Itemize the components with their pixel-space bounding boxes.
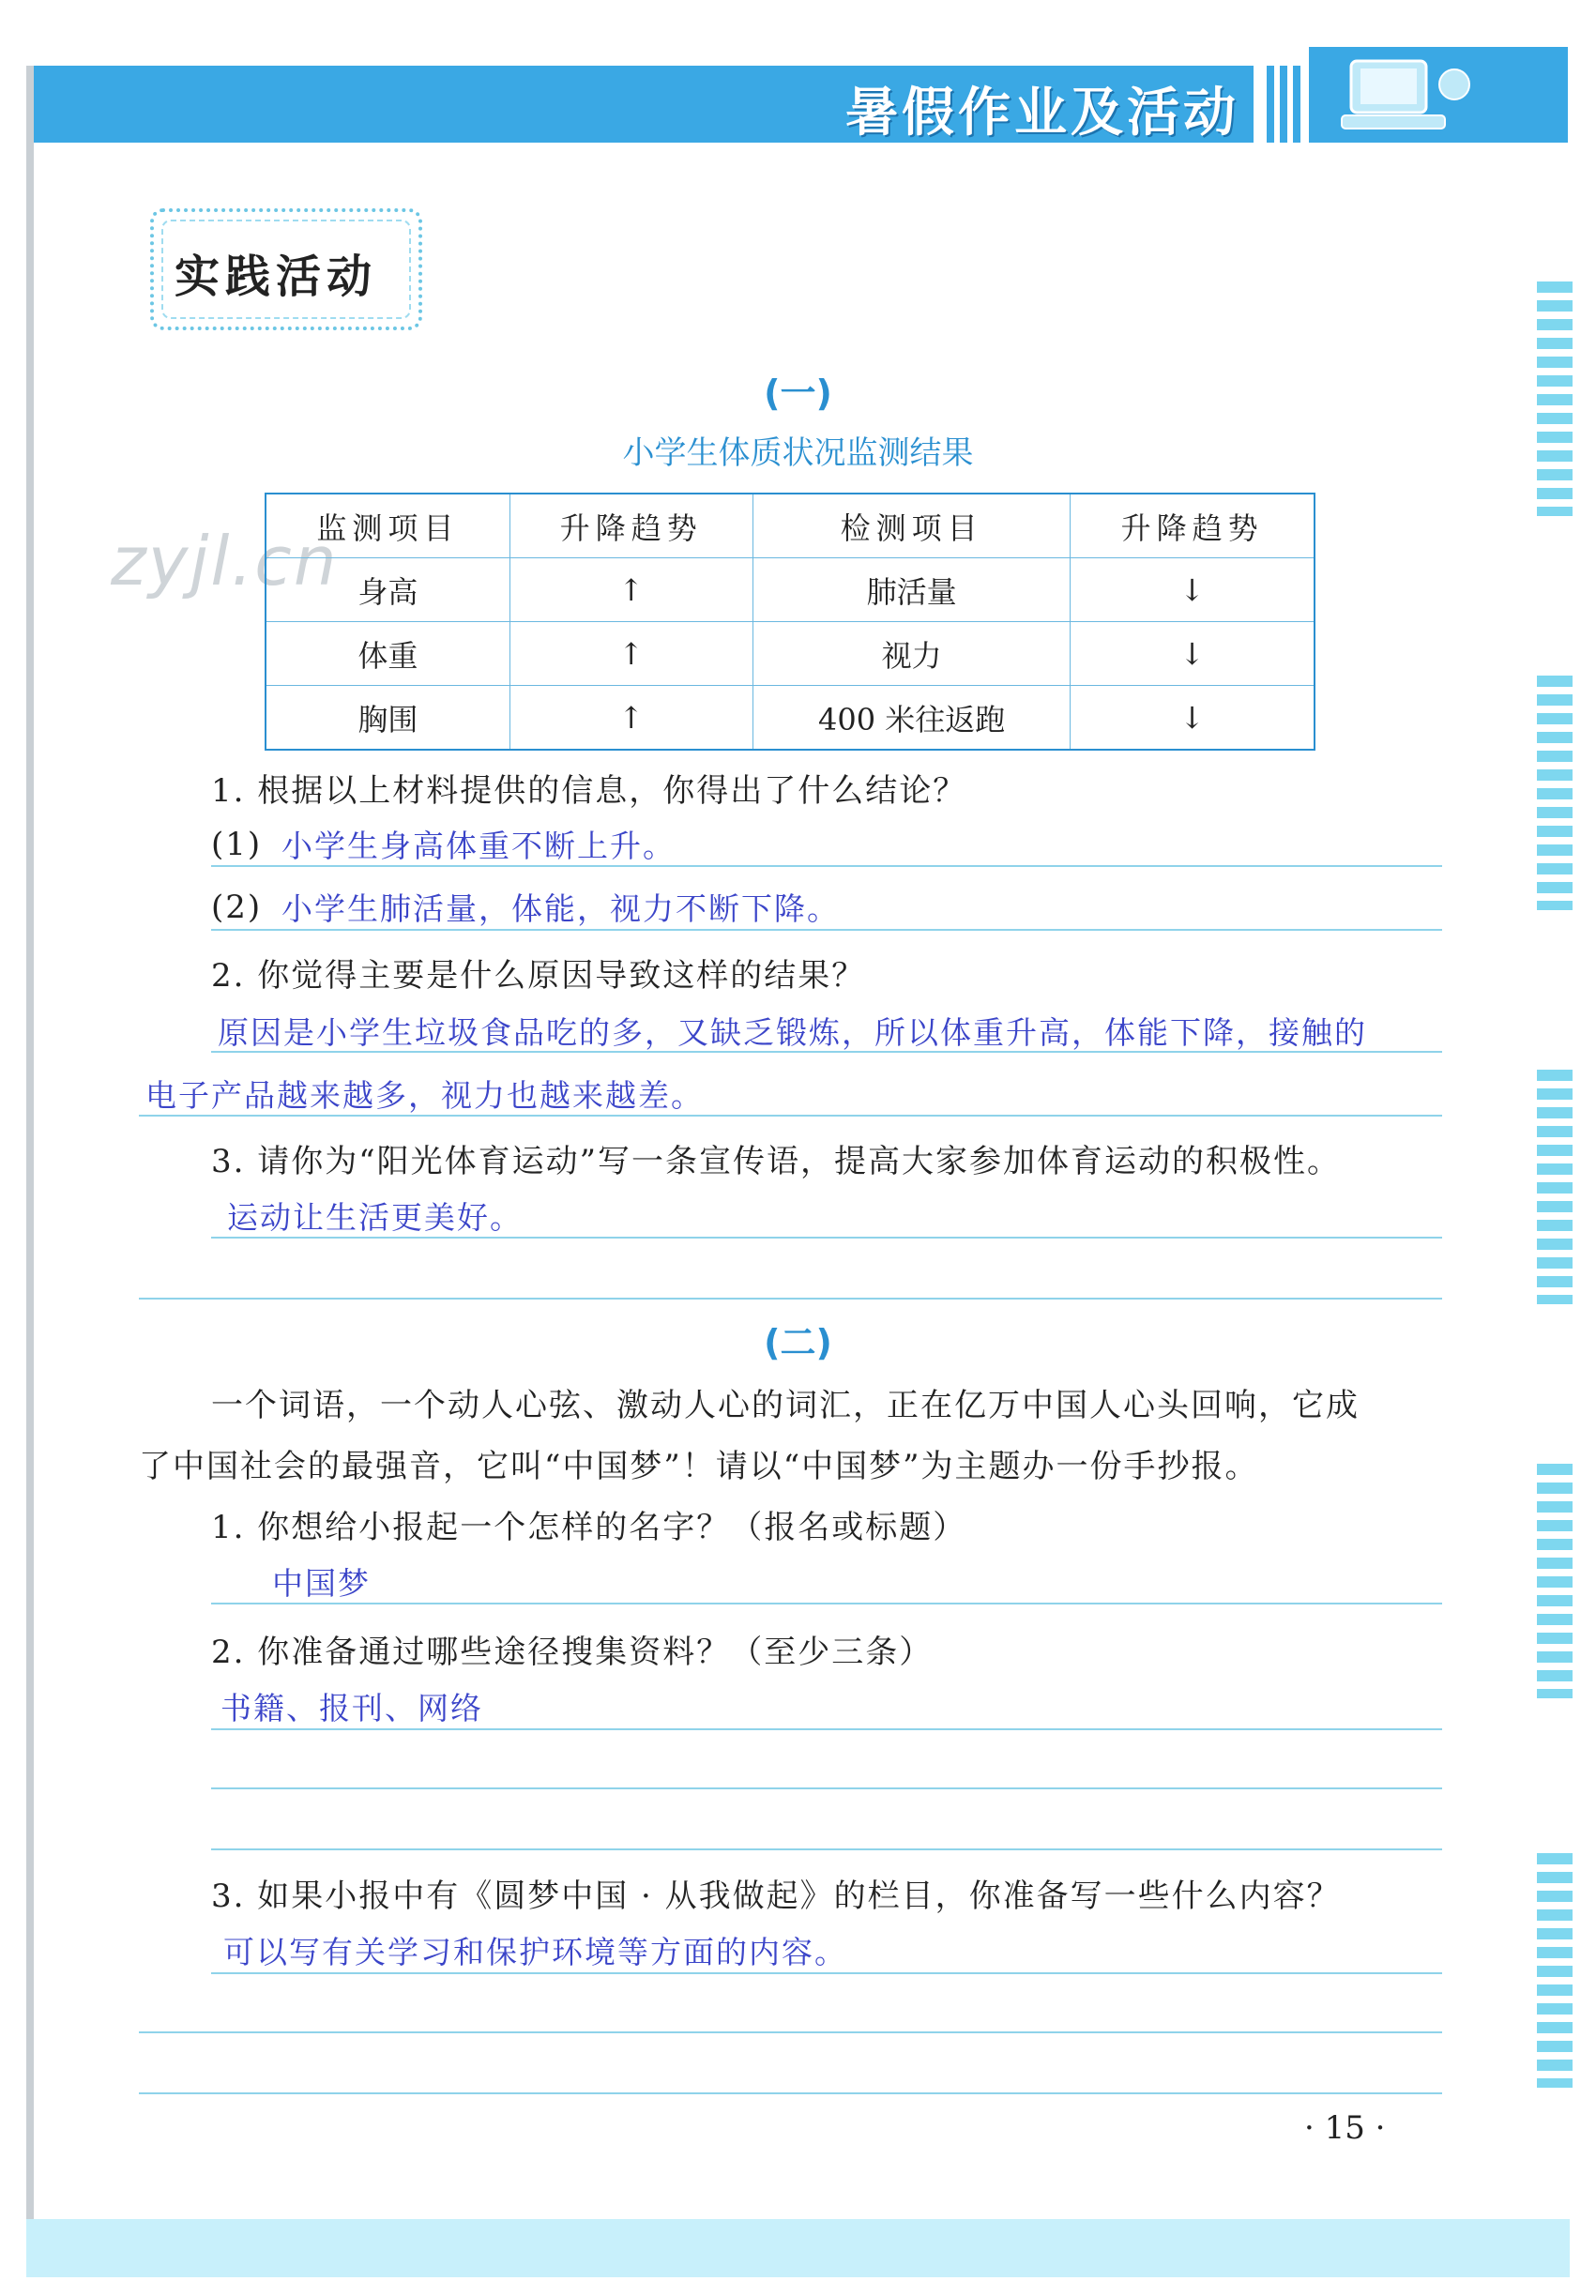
question-1: 1. 根据以上材料提供的信息，你得出了什么结论？ (211, 772, 967, 810)
watermark: zyjl.cn (111, 522, 339, 601)
section-number: (二) (764, 1322, 832, 1363)
sub-label-2: (2) (211, 889, 263, 926)
trend-arrow-cell: ↓ (1071, 686, 1315, 751)
answer-line (211, 1787, 1442, 1789)
results-table (265, 493, 1315, 751)
side-tab-decoration (1537, 676, 1573, 910)
answer-2-line1: 原因是小学生垃圾食品吃的多，又缺乏锻炼，所以体重升高，体能下降，接触的 (218, 1014, 1367, 1051)
answer-line (211, 929, 1442, 931)
trend-arrow-cell: ↓ (1071, 622, 1315, 686)
answer-3: 运动让生活更美好。 (227, 1199, 523, 1236)
question-6: 3. 如果小报中有《圆梦中国 · 从我做起》的栏目，你准备写一些什么内容？ (211, 1878, 1341, 1915)
trend-arrow-cell: ↓ (1071, 558, 1315, 622)
answer-line (211, 1972, 1442, 1974)
page-number: · 15 · (1304, 2109, 1386, 2147)
table-header-cell: 升降趋势 (509, 494, 752, 558)
section-number: (一) (764, 373, 832, 414)
answer-6: 可以写有关学习和保护环境等方面的内容。 (223, 1934, 847, 1970)
side-tab-decoration (1537, 1853, 1573, 2088)
sub-label-1: (1) (211, 826, 263, 863)
answer-line (139, 1115, 1442, 1117)
table-cell: 肺活量 (752, 558, 1070, 622)
trend-arrow-cell: ↑ (509, 686, 752, 751)
intro-line-1: 一个词语，一个动人心弦、激动人心的词汇，正在亿万中国人心头回响，它成 (211, 1387, 1360, 1424)
section-badge (150, 208, 422, 330)
question-3: 3. 请你为“阳光体育运动”写一条宣传语，提高大家参加体育运动的积极性。 (211, 1143, 1342, 1180)
answer-line (211, 1728, 1442, 1730)
answer-5: 书籍、报刊、网络 (220, 1690, 483, 1726)
question-2: 2. 你觉得主要是什么原因导致这样的结果？ (211, 957, 866, 995)
answer-line (211, 1603, 1442, 1604)
computer-illustration-icon (1332, 52, 1482, 136)
table-row (266, 686, 1315, 751)
answer-1-2: 小学生肺活量，体能，视力不断下降。 (281, 890, 840, 927)
answer-line (139, 2031, 1442, 2033)
answer-line (211, 865, 1442, 867)
table-title: 小学生体质状况监测结果 (622, 434, 974, 472)
trend-arrow-cell: ↑ (509, 622, 752, 686)
table-header-cell: 监测项目 (266, 494, 509, 558)
table-row (266, 558, 1315, 622)
header-stripes (1267, 66, 1304, 143)
table-cell: 400 米往返跑 (752, 686, 1070, 751)
trend-arrow-cell: ↑ (509, 558, 752, 622)
table-header-row (266, 494, 1315, 558)
table-row (266, 622, 1315, 686)
answer-line (211, 1237, 1442, 1239)
side-tab-decoration (1537, 1070, 1573, 1304)
answer-2-line2: 电子产品越来越多，视力也越来越差。 (145, 1077, 704, 1114)
header-title: 暑假作业及活动 (845, 83, 1239, 144)
answer-4: 中国梦 (272, 1565, 371, 1602)
answer-1-1: 小学生身高体重不断上升。 (281, 828, 676, 864)
table-cell: 胸围 (266, 686, 509, 751)
answer-line (211, 1051, 1442, 1053)
side-tab-decoration (1537, 1464, 1573, 1698)
table-cell: 视力 (752, 622, 1070, 686)
question-5: 2. 你准备通过哪些途径搜集资料？（至少三条） (211, 1634, 934, 1671)
question-4: 1. 你想给小报起一个怎样的名字？（报名或标题） (211, 1509, 967, 1546)
table-cell: 身高 (266, 558, 509, 622)
table-header-cell: 检测项目 (752, 494, 1070, 558)
table-header-cell: 升降趋势 (1071, 494, 1315, 558)
intro-line-2: 了中国社会的最强音，它叫“中国梦”！请以“中国梦”为主题办一份手抄报。 (139, 1448, 1259, 1485)
badge-label: 实践活动 (175, 251, 378, 303)
answer-line (139, 2092, 1442, 2094)
answer-line (139, 1298, 1442, 1300)
footer-band (26, 2219, 1570, 2277)
answer-line (211, 1848, 1442, 1850)
table-cell: 体重 (266, 622, 509, 686)
